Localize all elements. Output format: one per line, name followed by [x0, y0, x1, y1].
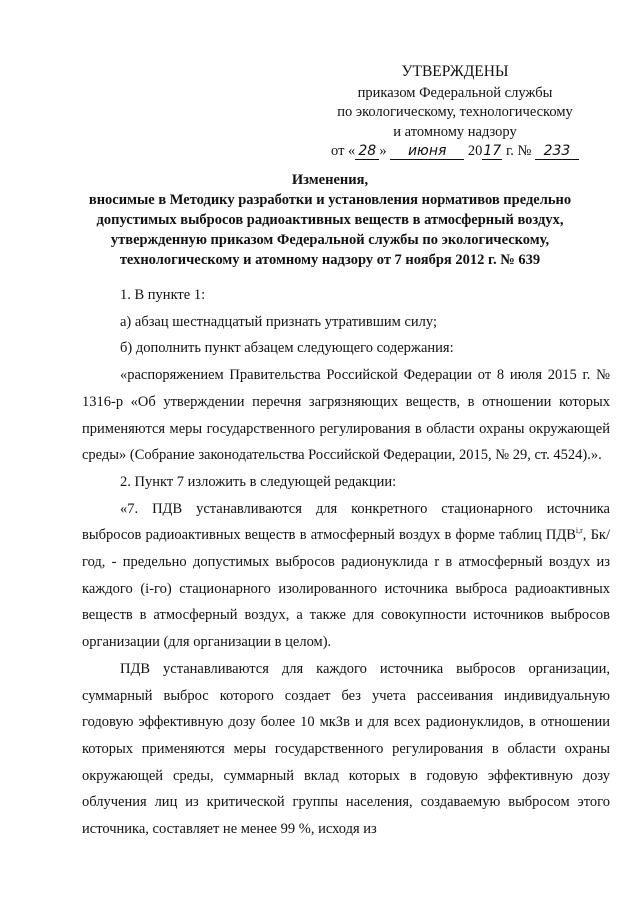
paragraph-4: «распоряжением Правительства Российской Федерации от 8 июля 2015 г. № 1316-р «Об утверждении перечня загрязняющих веществ, в отношении которых применяются меры государственного регулирования в области охраны окружающей среды» (Собрание законодательства Российской Федерации, 2015, № 29, ст. 4524).». [82, 367, 610, 464]
date-year-handwritten: 17 [483, 143, 502, 159]
order-number-handwritten: 233 [535, 144, 579, 160]
approval-date-line [330, 142, 580, 162]
paragraph-1: 1. В пункте 1: [120, 287, 206, 303]
paragraph-6 [82, 496, 610, 656]
date-year-prefix: 20 [467, 143, 483, 159]
approval-block [330, 62, 580, 162]
document-body [82, 282, 610, 843]
paragraph-5: 2. Пункт 7 изложить в следующей редакции: [120, 473, 397, 490]
approval-line-1: приказом Федеральной службы [357, 84, 553, 101]
paragraph-6-part-a: «7. ПДВ устанавливаются для конкретного стационарного источника выбросов радиоактивных веществ в атмосферный воздух в форме таблиц ПДВ [82, 500, 610, 544]
approval-line-3: и атомному надзору [393, 123, 517, 140]
document-title [60, 170, 600, 270]
paragraph-6-part-b: , Бк/год, - предельно допустимых выбросов радионуклида r в атмосферный воздух из каждого (i-го) стационарного изолированного источника выброса радиоактивных веществ в атмосферный воздух, а также для совокупности источников выбросов организации (для организации в целом). [82, 527, 610, 651]
paragraph-3: б) дополнить пункт абзацем следующего содержания: [120, 340, 454, 357]
approval-heading: УТВЕРЖДЕНЫ [401, 63, 509, 80]
title-line-2: вносимые в Методику разработки и установления нормативов предельно допустимых выбросов радиоактивных веществ в атмосферный воздух, утвержденную приказом Федеральной службы по экологическому, технологическому и атомному надзору от 7 ноября 2012 г. № 639 [88, 192, 572, 268]
date-month-handwritten: июня [390, 144, 464, 160]
date-prefix: от « [331, 143, 356, 159]
date-close-quote: » [379, 143, 387, 159]
paragraph-2: а) абзац шестнадцатый признать утратившим силу; [120, 313, 437, 330]
approval-line-2: по экологическому, технологическому [337, 104, 573, 120]
paragraph-7: ПДВ устанавливаются для каждого источника выбросов организации, суммарный выброс которого создает без учета рассеивания индивидуальную годовую эффективную дозу более 10 мкЗв и для всех радионуклидов, в отношении которых применяются меры государственного регулирования в области охраны окружающей среды, суммарный вклад которых в годовую эффективную дозу облучения лиц из критической группы населения, создаваемую выбросом этого источника, составляет не менее 99 %, исходя из [82, 660, 610, 838]
title-line-1: Изменения, [291, 172, 369, 188]
pdv-superscript: i,r [575, 526, 583, 536]
date-day-handwritten: 28 [355, 144, 379, 160]
date-year-end: г. № [502, 143, 532, 159]
